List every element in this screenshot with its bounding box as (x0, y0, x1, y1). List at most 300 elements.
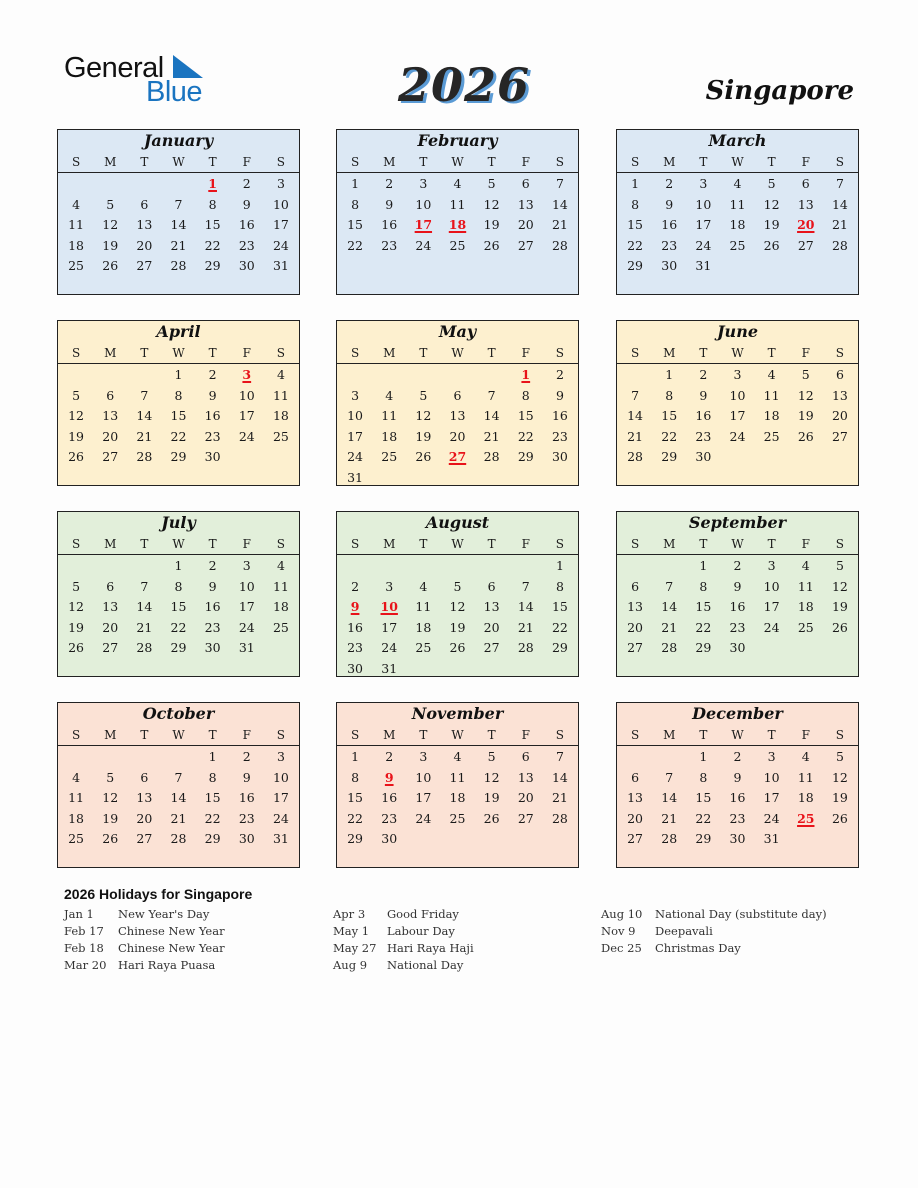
day: 11 (272, 387, 289, 403)
weekday-label: T (208, 155, 217, 169)
weekday-label: M (104, 346, 117, 360)
day: 1 (174, 558, 183, 573)
empty-day (618, 747, 652, 768)
holiday-day: 20 (797, 217, 815, 233)
day: 29 (695, 831, 712, 847)
weekday-label: S (71, 728, 81, 742)
day: 8 (631, 196, 640, 212)
day: 1 (351, 176, 360, 191)
day: 6 (521, 749, 530, 764)
weekday-label: S (350, 346, 360, 360)
day: 31 (272, 258, 289, 274)
holiday-date: Dec 25 (601, 941, 642, 955)
holiday-day: 25 (797, 810, 815, 826)
weekday-label: W (172, 728, 185, 742)
day: 20 (449, 428, 466, 444)
holiday-day: 27 (448, 449, 467, 465)
empty-day (475, 365, 509, 386)
day: 13 (136, 790, 153, 806)
day: 28 (627, 449, 644, 465)
day: 23 (238, 810, 255, 826)
day: 23 (204, 619, 221, 635)
holiday-row (64, 958, 225, 975)
day: 24 (238, 619, 255, 635)
day: 13 (136, 217, 153, 233)
day: 18 (763, 408, 780, 424)
day: 25 (729, 237, 746, 253)
empty-day (338, 365, 372, 386)
day: 10 (238, 578, 255, 594)
day: 13 (627, 599, 644, 615)
holiday-date: Feb 17 (64, 924, 104, 938)
day: 10 (272, 196, 289, 212)
weekday-label: W (451, 728, 464, 742)
weekday-label: S (350, 155, 360, 169)
empty-day (652, 747, 686, 768)
day: 2 (242, 176, 251, 191)
day: 26 (831, 810, 848, 826)
day: 7 (521, 578, 530, 594)
weekday-label: F (801, 728, 810, 742)
day: 25 (797, 619, 814, 635)
day: 11 (68, 217, 85, 233)
day: 12 (763, 196, 780, 212)
day: 11 (797, 578, 814, 594)
day: 3 (767, 749, 776, 764)
empty-day (161, 174, 195, 195)
holiday-date: Aug 9 (333, 958, 368, 972)
day: 23 (695, 428, 712, 444)
month-name: April (156, 322, 201, 341)
day: 11 (729, 196, 746, 212)
empty-day (338, 556, 372, 577)
weekday-label: S (276, 537, 286, 551)
day: 30 (204, 449, 221, 465)
day: 4 (453, 176, 462, 191)
day-grid (58, 556, 299, 659)
day: 3 (419, 176, 428, 191)
day: 25 (449, 810, 466, 826)
day: 17 (381, 619, 398, 635)
day: 9 (385, 196, 394, 212)
day: 6 (631, 769, 640, 785)
day: 16 (551, 408, 568, 424)
weekday-header (337, 344, 578, 364)
day: 8 (521, 387, 530, 403)
day: 23 (729, 619, 746, 635)
day: 14 (483, 408, 500, 424)
day: 6 (140, 769, 149, 785)
month-name: February (417, 131, 498, 150)
weekday-header (58, 153, 299, 173)
day: 13 (483, 599, 500, 615)
day: 24 (272, 810, 289, 826)
day: 26 (68, 449, 85, 465)
day: 17 (238, 408, 255, 424)
weekday-header (617, 153, 858, 173)
month-name: August (425, 513, 490, 532)
day: 26 (797, 428, 814, 444)
day: 18 (797, 599, 814, 615)
day: 26 (68, 640, 85, 656)
day: 16 (204, 408, 221, 424)
weekday-label: S (71, 537, 81, 551)
day: 16 (204, 599, 221, 615)
empty-day (127, 747, 161, 768)
month-february (336, 129, 579, 295)
day-grid (58, 747, 299, 850)
day: 16 (729, 790, 746, 806)
holiday-day: 17 (414, 217, 433, 233)
day: 13 (627, 790, 644, 806)
weekday-label: S (350, 537, 360, 551)
month-name: December (692, 704, 783, 723)
day: 11 (449, 196, 466, 212)
day: 6 (801, 176, 810, 191)
day-grid (58, 365, 299, 468)
empty-day (406, 365, 440, 386)
day: 29 (170, 640, 187, 656)
weekday-label: T (487, 537, 496, 551)
weekday-label: F (521, 155, 530, 169)
weekday-label: T (419, 537, 428, 551)
day: 7 (174, 769, 183, 785)
day: 2 (242, 749, 251, 764)
day-grid (617, 174, 858, 277)
day: 31 (695, 258, 712, 274)
day: 1 (699, 749, 708, 764)
day: 3 (733, 367, 742, 382)
empty-day (59, 365, 93, 386)
day: 12 (831, 769, 848, 785)
day: 18 (449, 790, 466, 806)
day: 25 (449, 237, 466, 253)
day: 12 (483, 196, 500, 212)
empty-day (59, 556, 93, 577)
weekday-label: M (383, 537, 396, 551)
weekday-label: W (172, 155, 185, 169)
day: 9 (208, 578, 217, 594)
weekday-header (58, 535, 299, 555)
day: 8 (174, 578, 183, 594)
month-october (57, 702, 300, 868)
empty-day (618, 556, 652, 577)
day: 29 (551, 640, 568, 656)
day: 6 (631, 578, 640, 594)
holidays-column (64, 907, 225, 975)
weekday-label: T (699, 537, 708, 551)
weekday-label: S (555, 728, 565, 742)
day: 1 (699, 558, 708, 573)
day: 1 (208, 749, 217, 764)
holiday-name: National Day (387, 958, 464, 972)
day: 6 (453, 387, 462, 403)
day: 28 (170, 831, 187, 847)
day: 24 (272, 237, 289, 253)
weekday-label: T (699, 728, 708, 742)
day: 29 (695, 640, 712, 656)
day: 14 (517, 599, 534, 615)
country-title: Singapore (705, 76, 854, 106)
month-name: September (688, 513, 787, 532)
day: 28 (661, 640, 678, 656)
day: 21 (170, 810, 187, 826)
day: 7 (665, 769, 674, 785)
day: 30 (729, 640, 746, 656)
day: 9 (242, 196, 251, 212)
day: 30 (695, 449, 712, 465)
day: 18 (797, 790, 814, 806)
day: 27 (483, 640, 500, 656)
weekday-label: T (487, 155, 496, 169)
weekday-label: T (419, 728, 428, 742)
day: 19 (102, 237, 119, 253)
day: 26 (483, 237, 500, 253)
day: 18 (68, 237, 85, 253)
day: 5 (835, 558, 844, 573)
month-name: October (142, 704, 215, 723)
day: 19 (415, 428, 432, 444)
weekday-label: W (172, 537, 185, 551)
holiday-row (601, 907, 827, 924)
day: 30 (551, 449, 568, 465)
day: 24 (347, 449, 364, 465)
day: 13 (517, 769, 534, 785)
day: 24 (415, 810, 432, 826)
weekday-label: F (521, 537, 530, 551)
day: 24 (729, 428, 746, 444)
day: 5 (106, 196, 115, 212)
calendar-year-title: 2026 (398, 58, 531, 112)
day: 9 (733, 578, 742, 594)
day: 8 (208, 196, 217, 212)
weekday-label: S (835, 537, 845, 551)
day: 30 (238, 258, 255, 274)
day: 2 (208, 367, 217, 382)
day: 26 (483, 810, 500, 826)
day: 2 (665, 176, 674, 191)
day: 15 (170, 599, 187, 615)
empty-day (509, 556, 543, 577)
day: 4 (72, 196, 81, 212)
holiday-date: Apr 3 (333, 907, 366, 921)
empty-day (127, 365, 161, 386)
day: 22 (661, 428, 678, 444)
day: 30 (238, 831, 255, 847)
day: 16 (238, 217, 255, 233)
day: 16 (238, 790, 255, 806)
day: 29 (661, 449, 678, 465)
weekday-label: T (208, 728, 217, 742)
day: 22 (517, 428, 534, 444)
day: 20 (102, 428, 119, 444)
day: 15 (695, 599, 712, 615)
weekday-label: W (451, 346, 464, 360)
day: 23 (661, 237, 678, 253)
weekday-label: T (419, 346, 428, 360)
day: 27 (136, 831, 153, 847)
day: 23 (381, 810, 398, 826)
empty-day (372, 365, 406, 386)
day: 13 (102, 599, 119, 615)
day: 29 (204, 258, 221, 274)
day: 3 (351, 387, 360, 403)
day: 17 (695, 217, 712, 233)
day: 15 (695, 790, 712, 806)
holiday-day: 18 (448, 217, 467, 233)
day: 12 (102, 217, 119, 233)
month-name: May (438, 322, 477, 341)
day: 27 (136, 258, 153, 274)
day: 30 (661, 258, 678, 274)
day: 8 (351, 769, 360, 785)
weekday-header (617, 535, 858, 555)
day: 5 (487, 176, 496, 191)
day: 25 (68, 831, 85, 847)
empty-day (475, 556, 509, 577)
day: 13 (797, 196, 814, 212)
day: 23 (238, 237, 255, 253)
day: 29 (170, 449, 187, 465)
day: 11 (68, 790, 85, 806)
day: 12 (449, 599, 466, 615)
weekday-label: T (487, 728, 496, 742)
day: 18 (415, 619, 432, 635)
empty-day (372, 556, 406, 577)
month-july (57, 511, 300, 677)
day: 11 (763, 387, 780, 403)
day: 18 (381, 428, 398, 444)
day: 4 (276, 367, 285, 382)
day: 6 (835, 367, 844, 382)
day: 17 (729, 408, 746, 424)
holiday-name: Good Friday (387, 907, 459, 921)
day-grid (617, 365, 858, 468)
day: 4 (801, 749, 810, 764)
day: 21 (136, 428, 153, 444)
holiday-date: May 27 (333, 941, 377, 955)
day: 14 (661, 790, 678, 806)
day: 2 (208, 558, 217, 573)
holiday-day: 9 (384, 769, 394, 785)
day: 25 (415, 640, 432, 656)
day: 4 (767, 367, 776, 382)
weekday-label: M (104, 155, 117, 169)
logo-triangle-icon (173, 55, 203, 78)
day: 19 (831, 790, 848, 806)
day: 19 (483, 217, 500, 233)
day: 20 (831, 408, 848, 424)
day: 4 (801, 558, 810, 573)
weekday-label: S (555, 346, 565, 360)
day: 29 (347, 831, 364, 847)
day: 7 (665, 578, 674, 594)
holiday-name: Christmas Day (655, 941, 741, 955)
day: 10 (763, 769, 780, 785)
weekday-label: S (630, 155, 640, 169)
day: 16 (381, 217, 398, 233)
empty-day (93, 556, 127, 577)
day: 21 (661, 810, 678, 826)
day: 11 (381, 408, 398, 424)
day: 12 (831, 578, 848, 594)
day: 31 (347, 469, 364, 485)
day: 21 (551, 217, 568, 233)
weekday-label: S (835, 346, 845, 360)
day: 30 (381, 831, 398, 847)
day: 2 (733, 558, 742, 573)
day: 22 (170, 619, 187, 635)
holiday-row (601, 924, 827, 941)
weekday-label: F (801, 155, 810, 169)
day: 30 (729, 831, 746, 847)
month-april (57, 320, 300, 486)
month-january (57, 129, 300, 295)
month-name: November (411, 704, 504, 723)
day: 10 (238, 387, 255, 403)
day: 25 (381, 449, 398, 465)
day: 4 (453, 749, 462, 764)
day: 16 (381, 790, 398, 806)
weekday-header (337, 726, 578, 746)
day: 3 (385, 578, 394, 594)
day: 21 (627, 428, 644, 444)
day: 19 (449, 619, 466, 635)
weekday-label: S (555, 155, 565, 169)
day: 28 (661, 831, 678, 847)
weekday-label: W (731, 155, 744, 169)
day: 16 (695, 408, 712, 424)
day: 15 (204, 790, 221, 806)
month-name: January (143, 131, 214, 150)
day: 28 (136, 449, 153, 465)
holiday-date: Nov 9 (601, 924, 636, 938)
day: 22 (347, 810, 364, 826)
day: 5 (487, 749, 496, 764)
day: 2 (733, 749, 742, 764)
day: 29 (627, 258, 644, 274)
weekday-label: W (451, 537, 464, 551)
empty-day (127, 556, 161, 577)
day: 7 (631, 387, 640, 403)
weekday-label: T (208, 537, 217, 551)
day: 11 (415, 599, 432, 615)
day: 16 (347, 619, 364, 635)
day: 25 (763, 428, 780, 444)
day: 23 (551, 428, 568, 444)
weekday-label: S (630, 346, 640, 360)
day: 15 (517, 408, 534, 424)
day: 2 (385, 749, 394, 764)
day-grid (337, 365, 578, 489)
empty-day (93, 365, 127, 386)
day: 27 (797, 237, 814, 253)
day: 22 (551, 619, 568, 635)
weekday-label: S (276, 728, 286, 742)
holiday-name: Chinese New Year (118, 924, 225, 938)
day: 14 (661, 599, 678, 615)
day: 7 (140, 387, 149, 403)
day: 1 (665, 367, 674, 382)
holiday-name: National Day (substitute day) (655, 907, 827, 921)
day: 8 (208, 769, 217, 785)
day: 31 (272, 831, 289, 847)
holiday-row (333, 907, 474, 924)
day: 27 (102, 640, 119, 656)
day: 21 (136, 619, 153, 635)
day: 26 (102, 831, 119, 847)
day: 20 (136, 810, 153, 826)
